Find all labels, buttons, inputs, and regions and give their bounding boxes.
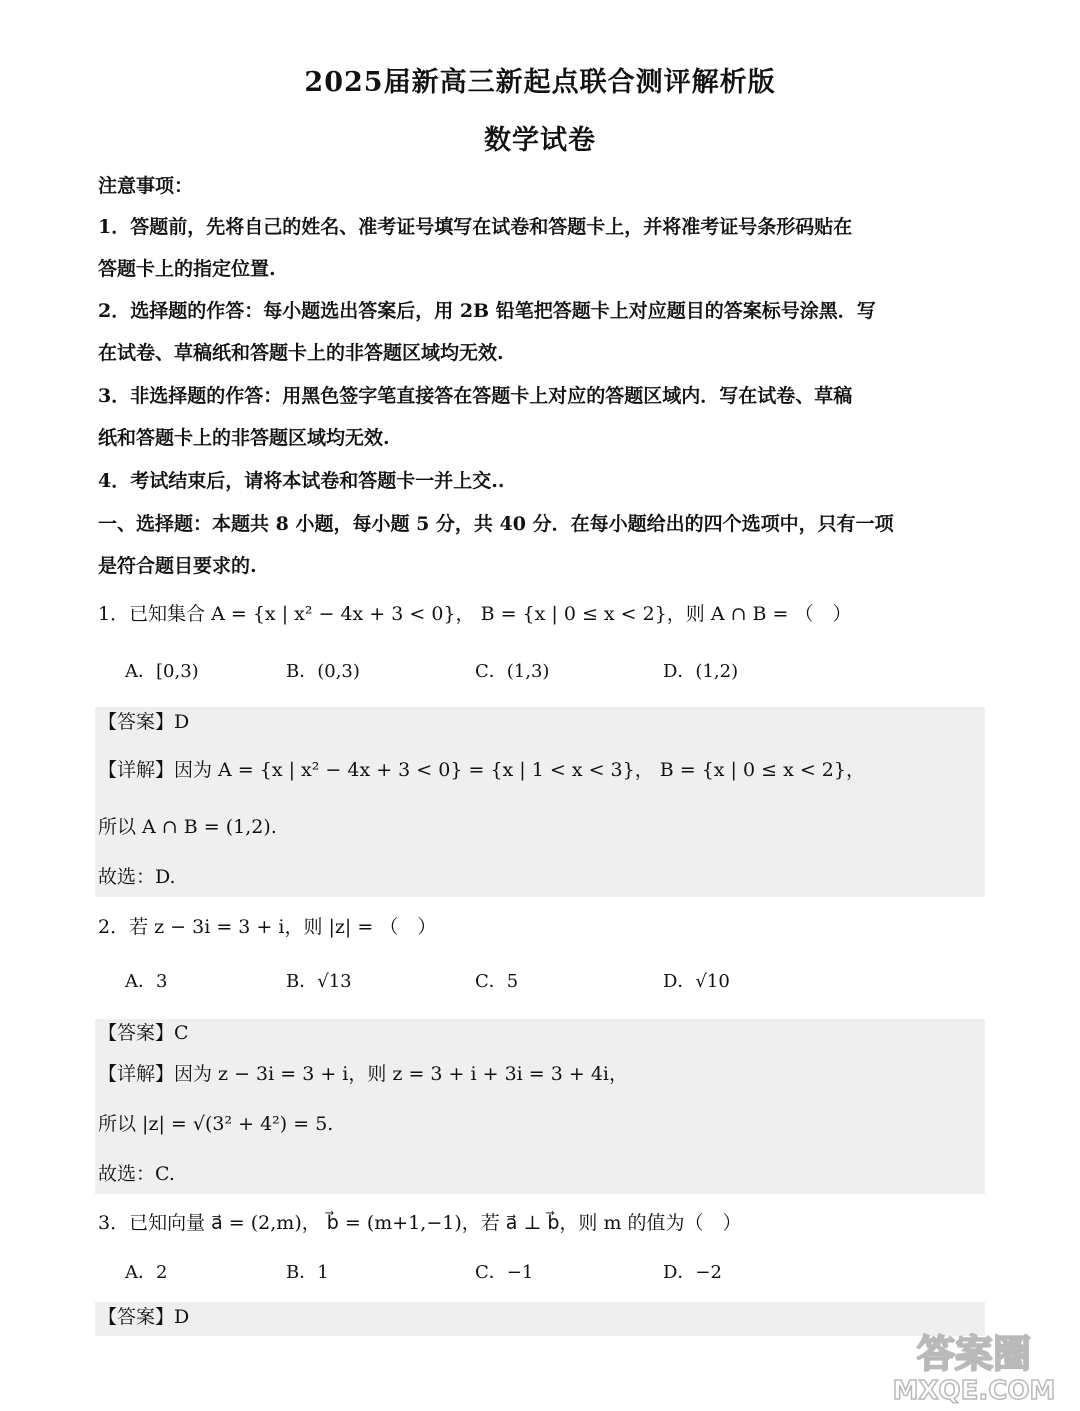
question-1-detail-line1: 【详解】因为 A = {x | x² − 4x + 3 < 0} = {x | 1 < x < 3}， B = {x | 0 ≤ x < 2}， xyxy=(98,759,865,781)
question-1-option-d: D．(1,2) xyxy=(663,661,739,682)
question-2-detail-line2: 所以 |z| = √(3² + 4²) = 5. xyxy=(98,1113,334,1135)
question-3-answer: 【答案】D xyxy=(98,1306,190,1328)
notice-item-4-line1: 4．考试结束后，请将本试卷和答题卡一并上交.. xyxy=(98,470,505,492)
question-2-answer: 【答案】C xyxy=(98,1022,189,1044)
question-1-detail-line2: 所以 A ∩ B = (1,2). xyxy=(98,816,277,838)
notice-item-3-line2: 纸和答题卡上的非答题区域均无效. xyxy=(98,427,390,449)
notice-item-1-line1: 1．答题前，先将自己的姓名、准考证号填写在试卷和答题卡上，并将准考证号条形码贴在 xyxy=(98,216,853,238)
notice-item-3-line1: 3．非选择题的作答：用黑色签字笔直接答在答题卡上对应的答题区域内．写在试卷、草稿 xyxy=(98,385,853,407)
question-1-option-a: A．[0,3) xyxy=(125,661,199,682)
question-2-detail-line3: 故选：C. xyxy=(98,1163,175,1185)
question-1-solution-box xyxy=(95,707,985,897)
question-3-option-d: D．−2 xyxy=(663,1262,722,1283)
page-title: 2025届新高三新起点联合测评解析版 xyxy=(304,67,776,98)
watermark-text-cn: 答案圈 xyxy=(916,1332,1032,1376)
question-2-detail-line1: 【详解】因为 z − 3i = 3 + i，则 z = 3 + i + 3i = 3 + 4i， xyxy=(98,1063,629,1085)
section-heading-line1: 一、选择题：本题共 8 小题，每小题 5 分，共 40 分．在每小题给出的四个选项中，只有一项 xyxy=(98,513,894,535)
watermark-text-en: MXQE.COM xyxy=(892,1376,1056,1405)
question-2-option-a: A．3 xyxy=(125,971,168,992)
page-subtitle: 数学试卷 xyxy=(484,125,596,156)
notice-item-1-line2: 答题卡上的指定位置. xyxy=(98,258,276,280)
question-1-stem: 1．已知集合 A = {x | x² − 4x + 3 < 0}， B = {x | 0 ≤ x < 2}，则 A ∩ B = （ ） xyxy=(98,603,852,625)
question-3-option-a: A．2 xyxy=(125,1262,168,1283)
question-2-option-d: D．√10 xyxy=(663,971,730,992)
section-heading-line2: 是符合题目要求的. xyxy=(98,555,257,577)
question-2-option-c: C．5 xyxy=(475,971,519,992)
question-1-option-b: B．(0,3) xyxy=(286,661,360,682)
question-3-stem: 3．已知向量 a⃗ = (2,m)， b⃗ = (m+1,−1)，若 a⃗ ⊥ b⃗，则 m 的值为（ ） xyxy=(98,1212,742,1234)
question-3-option-b: B．1 xyxy=(286,1262,329,1283)
question-2-option-b: B．√13 xyxy=(286,971,352,992)
watermark-logo xyxy=(890,1325,1058,1405)
question-1-answer: 【答案】D xyxy=(98,711,190,733)
notice-item-2-line1: 2．选择题的作答：每小题选出答案后，用 2B 铅笔把答题卡上对应题目的答案标号涂黑．写 xyxy=(98,300,876,322)
notice-heading: 注意事项： xyxy=(98,175,194,197)
question-1-detail-line3: 故选：D. xyxy=(98,866,176,888)
question-2-solution-box xyxy=(95,1019,985,1194)
question-3-option-c: C．−1 xyxy=(475,1262,534,1283)
notice-item-2-line2: 在试卷、草稿纸和答题卡上的非答题区域均无效. xyxy=(98,342,504,364)
question-3-solution-box xyxy=(95,1302,985,1336)
question-2-stem: 2．若 z − 3i = 3 + i，则 |z| = （ ） xyxy=(98,916,437,938)
question-1-option-c: C．(1,3) xyxy=(475,661,550,682)
